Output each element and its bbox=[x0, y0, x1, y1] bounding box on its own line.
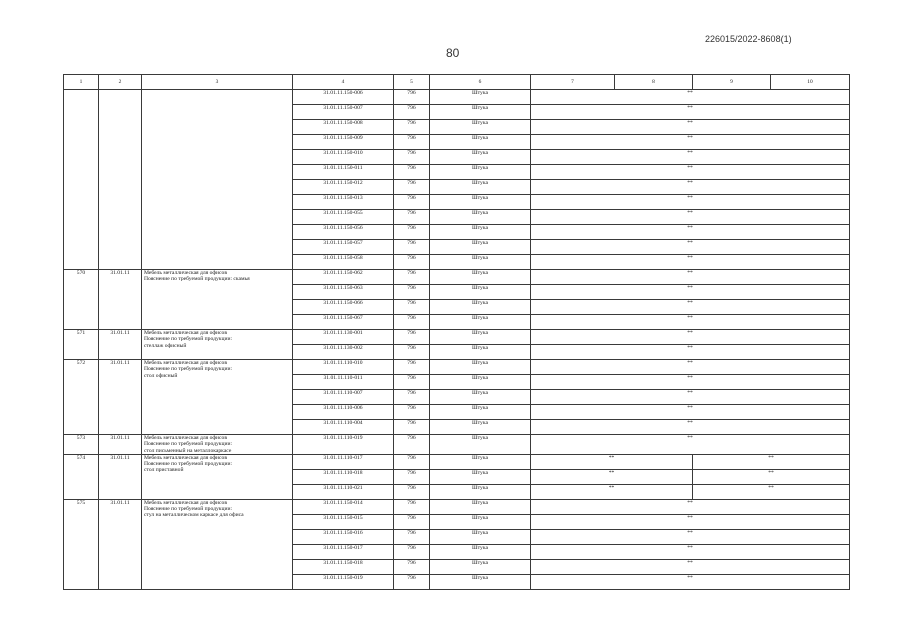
ktru-code: 31.01.11.150-012 bbox=[293, 180, 394, 195]
unit-code: 796 bbox=[394, 225, 430, 240]
ktru-code: 31.01.11.150-008 bbox=[293, 120, 394, 135]
unit-code: 796 bbox=[394, 529, 430, 544]
ktru-code: 31.01.11.110-017 bbox=[293, 454, 394, 469]
column-header: 3 bbox=[142, 75, 293, 90]
unit-code: 796 bbox=[394, 90, 430, 105]
table-row bbox=[64, 360, 850, 375]
requirement-mark: ** bbox=[531, 435, 850, 455]
item-number: 572 bbox=[64, 360, 99, 435]
unit-name: Штука bbox=[430, 135, 531, 150]
ktru-code: 31.01.11.150-006 bbox=[293, 90, 394, 105]
ktru-code: 31.01.11.110-011 bbox=[293, 375, 394, 390]
unit-name: Штука bbox=[430, 529, 531, 544]
unit-code: 796 bbox=[394, 135, 430, 150]
requirement-mark: ** bbox=[531, 195, 850, 210]
unit-name: Штука bbox=[430, 225, 531, 240]
requirement-mark: ** bbox=[531, 300, 850, 315]
unit-code: 796 bbox=[394, 360, 430, 375]
ktru-code: 31.01.11.110-007 bbox=[293, 390, 394, 405]
unit-name: Штука bbox=[430, 559, 531, 574]
unit-name: Штука bbox=[430, 285, 531, 300]
requirement-mark: ** bbox=[531, 390, 850, 405]
unit-name: Штука bbox=[430, 420, 531, 435]
unit-name: Штука bbox=[430, 469, 531, 484]
requirement-mark: ** bbox=[531, 180, 850, 195]
unit-code: 796 bbox=[394, 559, 430, 574]
unit-code: 796 bbox=[394, 315, 430, 330]
ktru-code: 31.01.11.110-010 bbox=[293, 360, 394, 375]
unit-code: 796 bbox=[394, 454, 430, 469]
item-number: 574 bbox=[64, 454, 99, 499]
ktru-code: 31.01.11.150-062 bbox=[293, 270, 394, 285]
unit-code: 796 bbox=[394, 574, 430, 589]
okpd-code bbox=[99, 90, 142, 270]
ktru-code: 31.01.11.150-018 bbox=[293, 559, 394, 574]
table-row bbox=[64, 435, 850, 455]
requirement-mark: ** bbox=[531, 420, 850, 435]
column-header: 4 bbox=[293, 75, 394, 90]
unit-name: Штука bbox=[430, 405, 531, 420]
requirement-mark: ** bbox=[531, 345, 850, 360]
unit-name: Штука bbox=[430, 120, 531, 135]
unit-code: 796 bbox=[394, 150, 430, 165]
unit-name: Штука bbox=[430, 315, 531, 330]
unit-code: 796 bbox=[394, 255, 430, 270]
unit-code: 796 bbox=[394, 345, 430, 360]
requirement-mark: ** bbox=[531, 270, 850, 285]
unit-code: 796 bbox=[394, 484, 430, 499]
ktru-code: 31.01.11.150-063 bbox=[293, 285, 394, 300]
ktru-code: 31.01.11.150-014 bbox=[293, 499, 394, 514]
unit-name: Штука bbox=[430, 514, 531, 529]
product-description: Мебель металлическая для офисов Пояснение по требуемой продукции: стол приставной bbox=[142, 454, 293, 499]
item-number: 575 bbox=[64, 499, 99, 589]
ktru-code: 31.01.11.150-011 bbox=[293, 165, 394, 180]
requirement-mark: ** bbox=[531, 225, 850, 240]
unit-name: Штука bbox=[430, 165, 531, 180]
ktru-code: 31.01.11.110-021 bbox=[293, 484, 394, 499]
requirement-mark: ** bbox=[531, 559, 850, 574]
product-description: Мебель металлическая для офисов Пояснение по требуемой продукции: стул на металлическом каркасе для офиса bbox=[142, 499, 293, 589]
table-row bbox=[64, 454, 850, 469]
requirement-mark-secondary: ** bbox=[693, 454, 850, 469]
product-description: Мебель металлическая для офисов Пояснение по требуемой продукции: стол офисный bbox=[142, 360, 293, 435]
item-number bbox=[64, 90, 99, 270]
ktru-code: 31.01.11.110-019 bbox=[293, 435, 394, 455]
requirement-mark: ** bbox=[531, 529, 850, 544]
unit-name: Штука bbox=[430, 360, 531, 375]
requirement-mark: ** bbox=[531, 574, 850, 589]
requirement-mark: ** bbox=[531, 90, 850, 105]
requirement-mark: ** bbox=[531, 120, 850, 135]
requirement-mark: ** bbox=[531, 285, 850, 300]
ktru-code: 31.01.11.110-006 bbox=[293, 405, 394, 420]
requirement-mark: ** bbox=[531, 330, 850, 345]
unit-code: 796 bbox=[394, 390, 430, 405]
product-description: Мебель металлическая для офисов Пояснение по требуемой продукции: стол письменный на металлокаркасе bbox=[142, 435, 293, 455]
requirement-mark: ** bbox=[531, 105, 850, 120]
ktru-code: 31.01.11.150-057 bbox=[293, 240, 394, 255]
ktru-code: 31.01.11.150-058 bbox=[293, 255, 394, 270]
unit-name: Штука bbox=[430, 544, 531, 559]
ktru-code: 31.01.11.150-009 bbox=[293, 135, 394, 150]
product-description: Мебель металлическая для офисов Пояснение по требуемой продукции: скамья bbox=[142, 270, 293, 330]
unit-name: Штука bbox=[430, 345, 531, 360]
unit-name: Штука bbox=[430, 270, 531, 285]
item-number: 573 bbox=[64, 435, 99, 455]
okpd-code: 31.01.11 bbox=[99, 499, 142, 589]
unit-code: 796 bbox=[394, 420, 430, 435]
column-header: 1 bbox=[64, 75, 99, 90]
unit-name: Штука bbox=[430, 574, 531, 589]
unit-name: Штука bbox=[430, 240, 531, 255]
requirement-mark: ** bbox=[531, 360, 850, 375]
ktru-code: 31.01.11.150-013 bbox=[293, 195, 394, 210]
ktru-code: 31.01.11.150-007 bbox=[293, 105, 394, 120]
unit-code: 796 bbox=[394, 180, 430, 195]
okpd-code: 31.01.11 bbox=[99, 435, 142, 455]
unit-code: 796 bbox=[394, 405, 430, 420]
unit-code: 796 bbox=[394, 514, 430, 529]
product-description bbox=[142, 90, 293, 270]
column-header: 6 bbox=[430, 75, 531, 90]
unit-code: 796 bbox=[394, 165, 430, 180]
unit-name: Штука bbox=[430, 105, 531, 120]
ktru-code: 31.01.11.150-015 bbox=[293, 514, 394, 529]
document-number: 226015/2022-8608(1) bbox=[705, 34, 792, 44]
okpd-code: 31.01.11 bbox=[99, 360, 142, 435]
unit-code: 796 bbox=[394, 469, 430, 484]
unit-code: 796 bbox=[394, 240, 430, 255]
okpd-code: 31.01.11 bbox=[99, 454, 142, 499]
item-number: 571 bbox=[64, 330, 99, 360]
column-header: 5 bbox=[394, 75, 430, 90]
ktru-code: 31.01.11.150-067 bbox=[293, 315, 394, 330]
unit-name: Штука bbox=[430, 255, 531, 270]
ktru-code: 31.01.11.110-018 bbox=[293, 469, 394, 484]
ktru-code: 31.01.11.150-055 bbox=[293, 210, 394, 225]
okpd-code: 31.01.11 bbox=[99, 270, 142, 330]
unit-code: 796 bbox=[394, 270, 430, 285]
unit-code: 796 bbox=[394, 375, 430, 390]
ktru-code: 31.01.11.150-016 bbox=[293, 529, 394, 544]
ktru-code: 31.01.11.130-002 bbox=[293, 345, 394, 360]
requirement-mark: ** bbox=[531, 375, 850, 390]
unit-name: Штука bbox=[430, 484, 531, 499]
unit-code: 796 bbox=[394, 210, 430, 225]
ktru-code: 31.01.11.130-001 bbox=[293, 330, 394, 345]
ktru-code: 31.01.11.150-010 bbox=[293, 150, 394, 165]
table-row bbox=[64, 270, 850, 285]
requirement-mark: ** bbox=[531, 484, 693, 499]
requirement-mark: ** bbox=[531, 469, 693, 484]
table-row bbox=[64, 330, 850, 345]
product-description: Мебель металлическая для офисов Пояснение по требуемой продукции: стеллаж офисный bbox=[142, 330, 293, 360]
requirement-mark-secondary: ** bbox=[693, 484, 850, 499]
unit-name: Штука bbox=[430, 300, 531, 315]
unit-code: 796 bbox=[394, 285, 430, 300]
table-body bbox=[64, 90, 850, 590]
item-number: 570 bbox=[64, 270, 99, 330]
ktru-code: 31.01.11.150-066 bbox=[293, 300, 394, 315]
register-table bbox=[63, 74, 850, 590]
unit-name: Штука bbox=[430, 375, 531, 390]
unit-code: 796 bbox=[394, 120, 430, 135]
requirement-mark-secondary: ** bbox=[693, 469, 850, 484]
ktru-code: 31.01.11.150-019 bbox=[293, 574, 394, 589]
requirement-mark: ** bbox=[531, 255, 850, 270]
unit-name: Штука bbox=[430, 150, 531, 165]
unit-name: Штука bbox=[430, 195, 531, 210]
requirement-mark: ** bbox=[531, 405, 850, 420]
table-row bbox=[64, 499, 850, 514]
unit-name: Штука bbox=[430, 435, 531, 455]
requirement-mark: ** bbox=[531, 499, 850, 514]
unit-name: Штука bbox=[430, 330, 531, 345]
requirement-mark: ** bbox=[531, 135, 850, 150]
column-header: 10 bbox=[771, 75, 850, 90]
page-number: 80 bbox=[446, 46, 460, 60]
requirement-mark: ** bbox=[531, 514, 850, 529]
column-header: 8 bbox=[615, 75, 693, 90]
unit-name: Штука bbox=[430, 390, 531, 405]
table-header-row bbox=[64, 75, 850, 90]
requirement-mark: ** bbox=[531, 210, 850, 225]
unit-name: Штука bbox=[430, 499, 531, 514]
table-row bbox=[64, 90, 850, 105]
unit-name: Штука bbox=[430, 180, 531, 195]
unit-code: 796 bbox=[394, 195, 430, 210]
requirement-mark: ** bbox=[531, 165, 850, 180]
ktru-code: 31.01.11.110-004 bbox=[293, 420, 394, 435]
unit-code: 796 bbox=[394, 435, 430, 455]
requirement-mark: ** bbox=[531, 315, 850, 330]
okpd-code: 31.01.11 bbox=[99, 330, 142, 360]
column-header: 2 bbox=[99, 75, 142, 90]
requirement-mark: ** bbox=[531, 454, 693, 469]
unit-name: Штука bbox=[430, 454, 531, 469]
unit-code: 796 bbox=[394, 300, 430, 315]
unit-name: Штука bbox=[430, 90, 531, 105]
column-header: 7 bbox=[531, 75, 615, 90]
column-header: 9 bbox=[693, 75, 771, 90]
unit-code: 796 bbox=[394, 544, 430, 559]
requirement-mark: ** bbox=[531, 544, 850, 559]
requirement-mark: ** bbox=[531, 150, 850, 165]
unit-code: 796 bbox=[394, 499, 430, 514]
requirement-mark: ** bbox=[531, 240, 850, 255]
unit-code: 796 bbox=[394, 330, 430, 345]
unit-code: 796 bbox=[394, 105, 430, 120]
unit-name: Штука bbox=[430, 210, 531, 225]
ktru-code: 31.01.11.150-056 bbox=[293, 225, 394, 240]
ktru-code: 31.01.11.150-017 bbox=[293, 544, 394, 559]
